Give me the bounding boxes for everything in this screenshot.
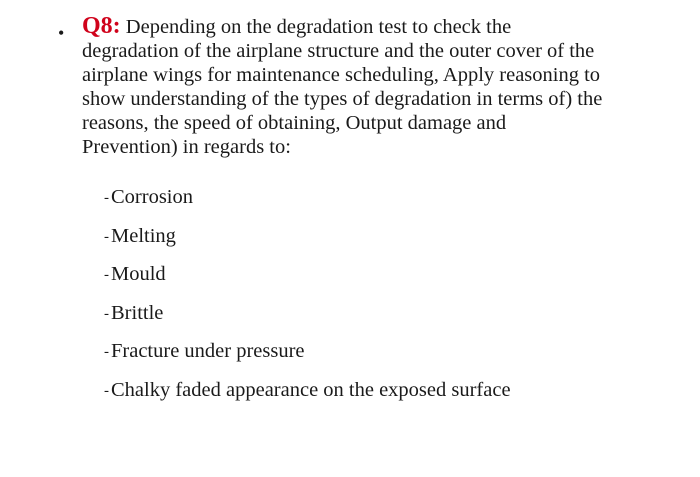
dash-marker: - (104, 267, 109, 283)
dash-marker: - (104, 190, 109, 206)
list-item (104, 260, 511, 299)
question-text (82, 14, 678, 159)
list-item-text: Mould (111, 263, 166, 285)
list-item (104, 183, 511, 222)
dash-marker: - (104, 344, 109, 360)
question-line (82, 14, 678, 39)
list-item (104, 299, 511, 338)
list-item-text: Corrosion (111, 186, 193, 208)
question-line: airplane wings for maintenance scheduling, Apply reasoning to (82, 64, 601, 86)
question-line: show understanding of the types of degradation in terms of) the (82, 88, 603, 110)
question-line-text: Depending on the degradation test to check the (125, 16, 512, 38)
list-item (104, 376, 511, 415)
list-item-text: Fracture under pressure (111, 340, 305, 362)
question-line: Prevention) in regards to: (82, 136, 291, 158)
question-line: reasons, the speed of obtaining, Output damage and (82, 112, 507, 134)
dash-marker: - (104, 382, 109, 399)
list-item (104, 222, 511, 261)
list-item-text: Brittle (111, 301, 164, 324)
question-label: Q8: (82, 13, 121, 39)
dash-marker: - (104, 305, 109, 322)
degradation-type-list (104, 183, 511, 414)
question-block (58, 14, 678, 159)
list-item-text: Chalky faded appearance on the exposed surface (111, 378, 511, 401)
question-line: degradation of the airplane structure and the outer cover of the (82, 40, 595, 62)
dash-marker: - (104, 228, 109, 245)
list-item (104, 337, 511, 376)
list-item-text: Melting (111, 224, 176, 247)
bullet-icon: • (58, 23, 65, 43)
